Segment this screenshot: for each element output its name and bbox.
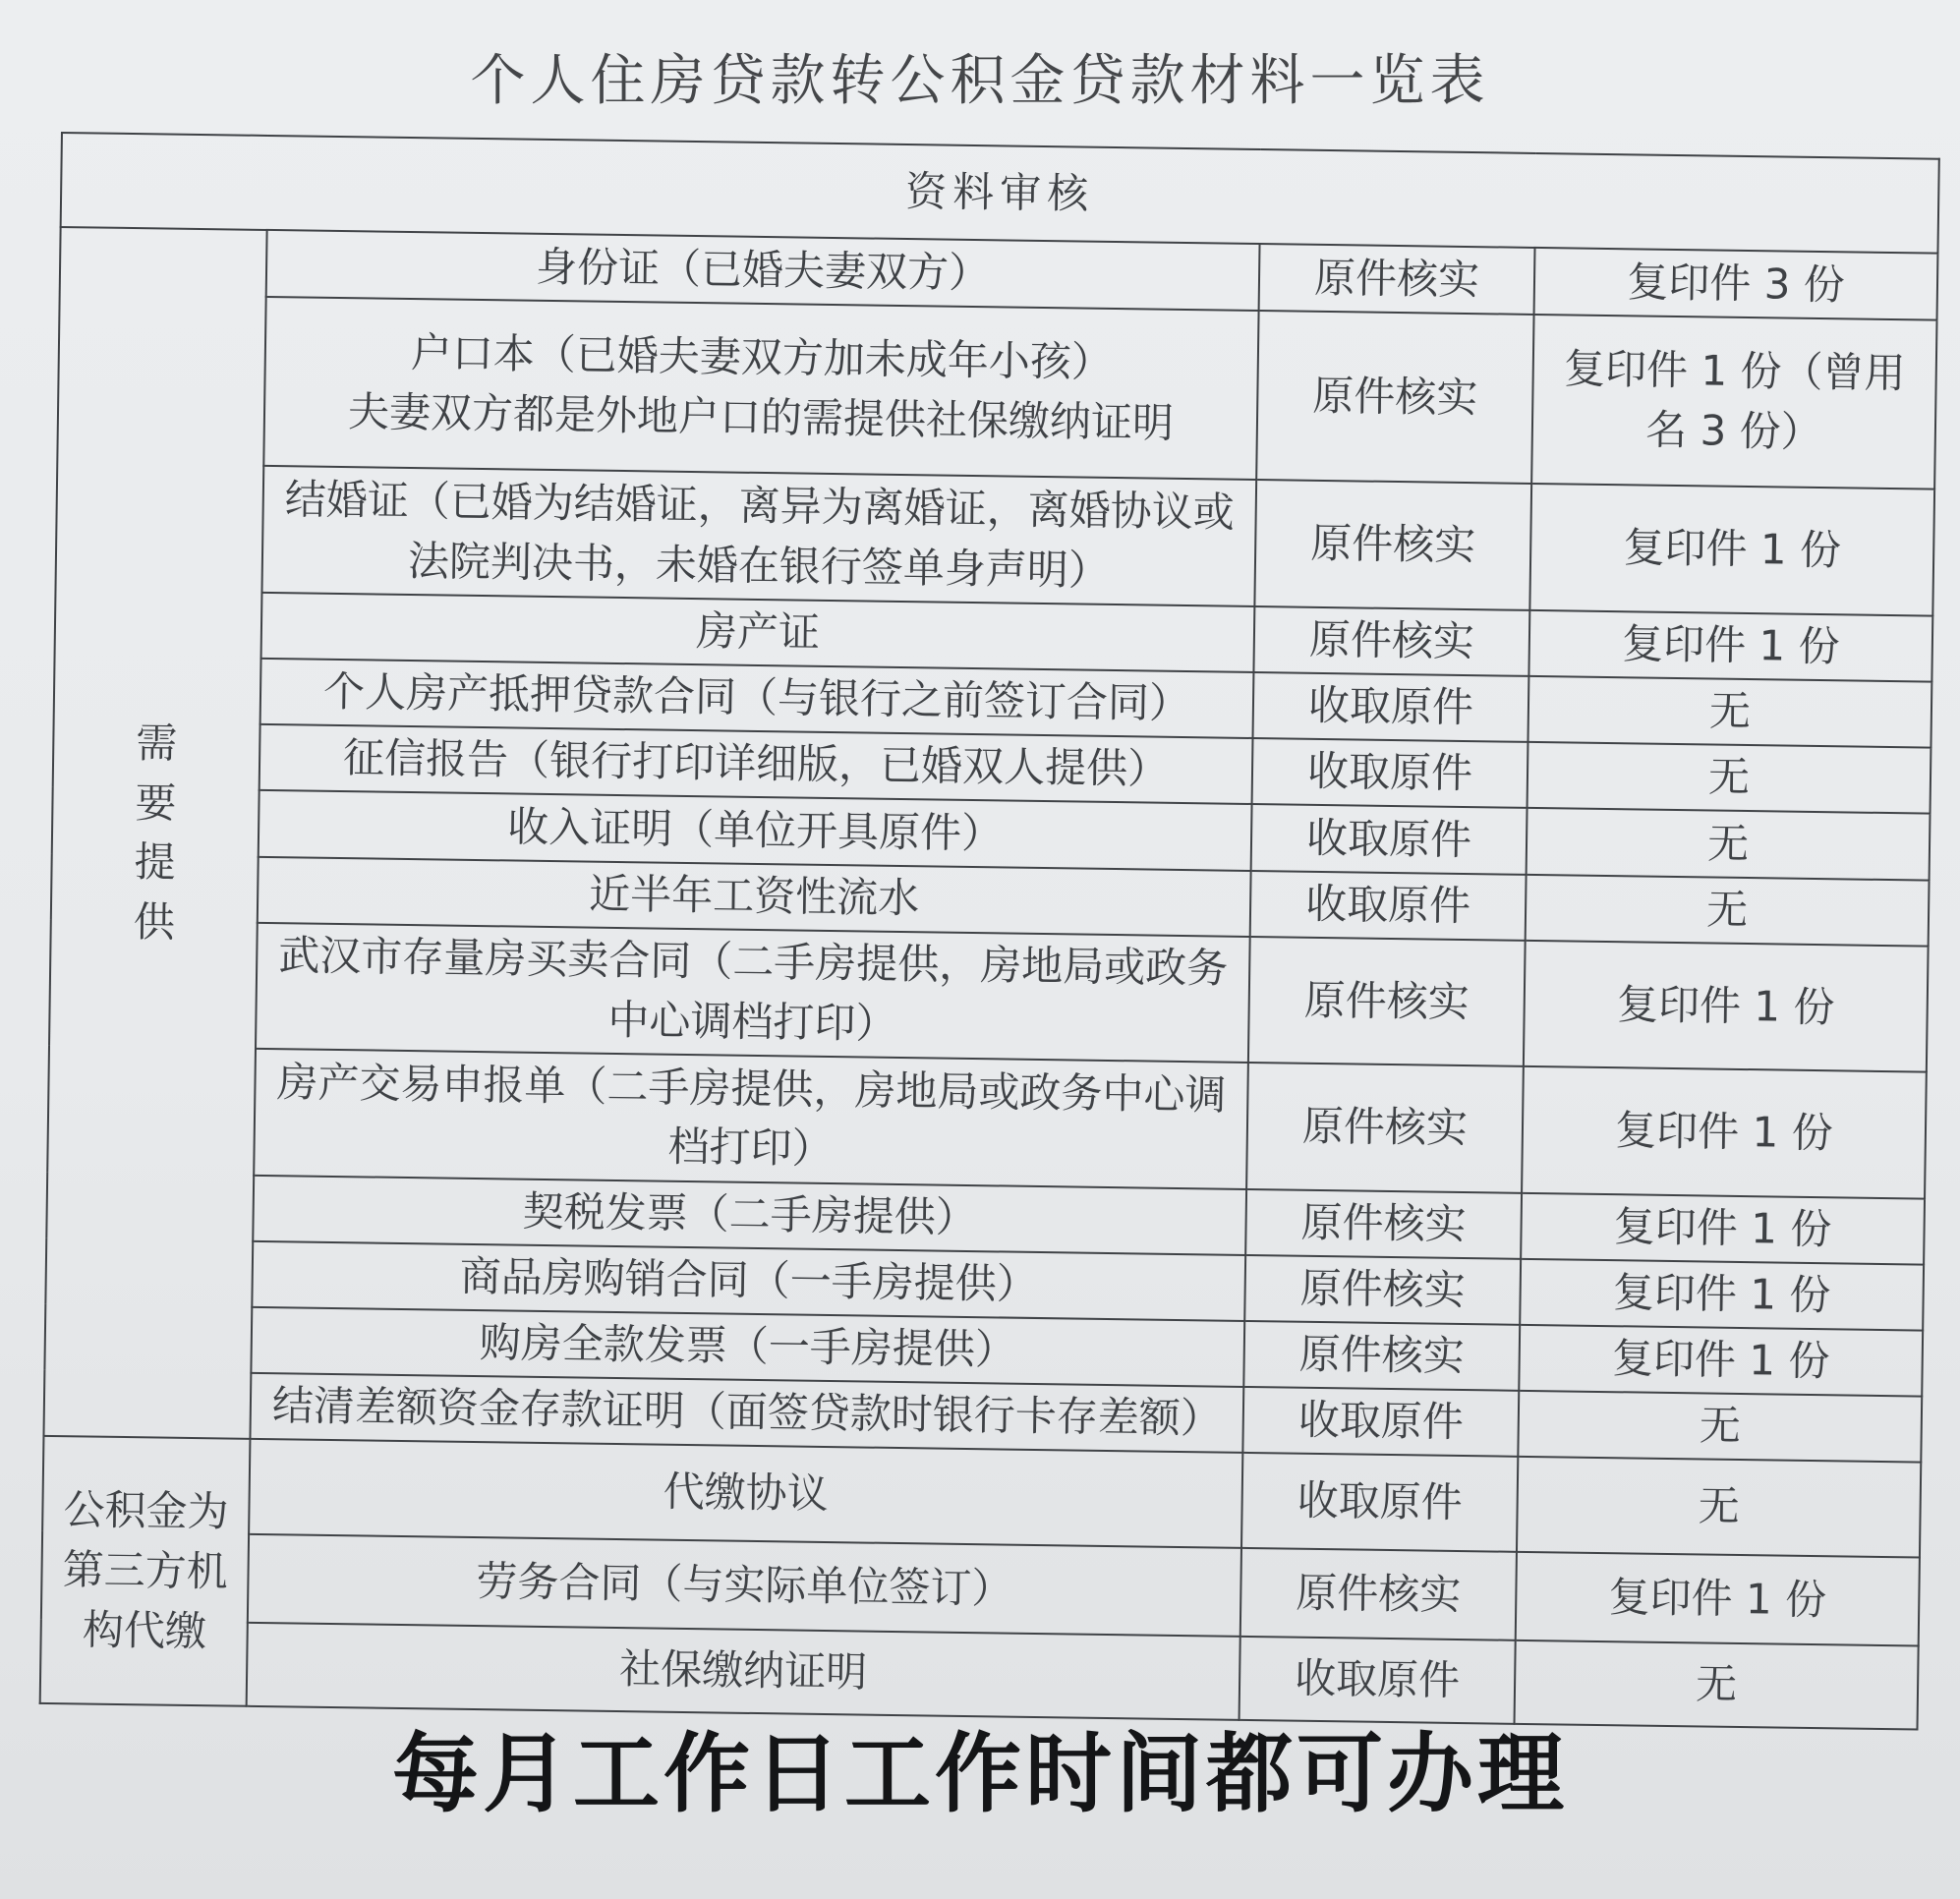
- requirement-cell: 原件核实: [1248, 937, 1526, 1066]
- document-title: 个人住房贷款转公积金贷款材料一览表: [470, 49, 1490, 113]
- requirement-cell: 收取原件: [1252, 738, 1528, 808]
- requirement-cell: 原件核实: [1259, 244, 1535, 314]
- table-row: [57, 294, 1936, 489]
- copies-cell: 无: [1528, 742, 1931, 814]
- copies-cell: 无: [1526, 875, 1930, 947]
- item-cell: 身份证（已婚夫妻双方）: [266, 230, 1260, 310]
- item-cell: 结清差额资金存款证明（面签贷款时银行卡存差额）: [250, 1373, 1243, 1453]
- copies-cell: 复印件 1 份（曾用名 3 份）: [1531, 315, 1936, 490]
- requirement-cell: 收取原件: [1242, 1387, 1519, 1457]
- item-cell: 房产证: [261, 593, 1255, 672]
- requirement-cell: 原件核实: [1243, 1321, 1520, 1391]
- item-cell: 个人房产抵押贷款合同（与银行之前签订合同）: [260, 659, 1254, 738]
- group-label-required: 需要提供: [43, 227, 266, 1439]
- item-cell: 房产交易申报单（二手房提供，房地局或政务中心调档打印）: [254, 1049, 1248, 1188]
- item-cell: 商品房购销合同（一手房提供）: [252, 1241, 1245, 1321]
- item-cell: 劳务合同（与实际单位签订）: [248, 1534, 1241, 1638]
- item-cell: 近半年工资性流水: [258, 857, 1251, 937]
- copies-cell: 复印件 1 份: [1528, 610, 1932, 682]
- requirement-cell: 收取原件: [1239, 1637, 1516, 1724]
- copies-cell: 复印件 1 份: [1524, 941, 1929, 1072]
- requirement-cell: 原件核实: [1246, 1063, 1524, 1192]
- copies-cell: 复印件 1 份: [1521, 1193, 1925, 1265]
- group-label-third-party: 公积金为第三方机构代缴: [40, 1436, 251, 1705]
- requirement-cell: 原件核实: [1254, 480, 1531, 609]
- copies-cell: 无: [1515, 1640, 1919, 1729]
- copies-cell: 无: [1528, 676, 1931, 748]
- requirement-cell: 收取原件: [1252, 672, 1528, 742]
- requirement-cell: 收取原件: [1251, 804, 1528, 874]
- copies-cell: 无: [1518, 1391, 1922, 1463]
- review-header: 资料审核: [61, 133, 1939, 254]
- item-cell: 代缴协议: [249, 1439, 1242, 1548]
- copies-cell: 复印件 1 份: [1522, 1066, 1927, 1198]
- item-cell: 社保缴纳证明: [247, 1623, 1240, 1720]
- requirement-cell: 原件核实: [1244, 1255, 1521, 1325]
- item-cell: 结婚证（已婚为结婚证，离异为离婚证，离婚协议或法院判决书，未婚在银行签单身声明）: [261, 466, 1256, 605]
- copies-cell: 无: [1517, 1457, 1921, 1557]
- footer-note: 每月工作日工作时间都可办理: [391, 1723, 1568, 1824]
- requirement-cell: 收取原件: [1241, 1453, 1518, 1551]
- requirement-cell: 原件核实: [1245, 1189, 1522, 1259]
- copies-cell: 复印件 1 份: [1529, 484, 1934, 615]
- item-cell: 收入证明（单位开具原件）: [259, 790, 1252, 870]
- copies-cell: 无: [1527, 808, 1931, 880]
- item-cell: 购房全款发票（一手房提供）: [251, 1307, 1244, 1387]
- item-cell: 征信报告（银行打印详细版，已婚双人提供）: [259, 724, 1253, 804]
- copies-cell: 复印件 1 份: [1516, 1552, 1920, 1646]
- requirement-cell: 原件核实: [1256, 311, 1533, 485]
- item-cell: 武汉市存量房买卖合同（二手房提供，房地局或政务中心调档打印）: [256, 923, 1250, 1063]
- item-cell: 户口本（已婚夫妻双方加未成年小孩） 夫妻双方都是外地户口的需提供社保缴纳证明: [263, 297, 1258, 481]
- copies-cell: 复印件 1 份: [1520, 1259, 1924, 1331]
- requirement-cell: 收取原件: [1250, 871, 1527, 941]
- requirement-cell: 原件核实: [1253, 606, 1529, 676]
- item-cell: 契税发票（二手房提供）: [253, 1176, 1246, 1255]
- materials-table: [39, 132, 1940, 1731]
- requirement-cell: 原件核实: [1240, 1548, 1517, 1640]
- copies-cell: 复印件 3 份: [1534, 248, 1938, 319]
- copies-cell: 复印件 1 份: [1519, 1325, 1923, 1397]
